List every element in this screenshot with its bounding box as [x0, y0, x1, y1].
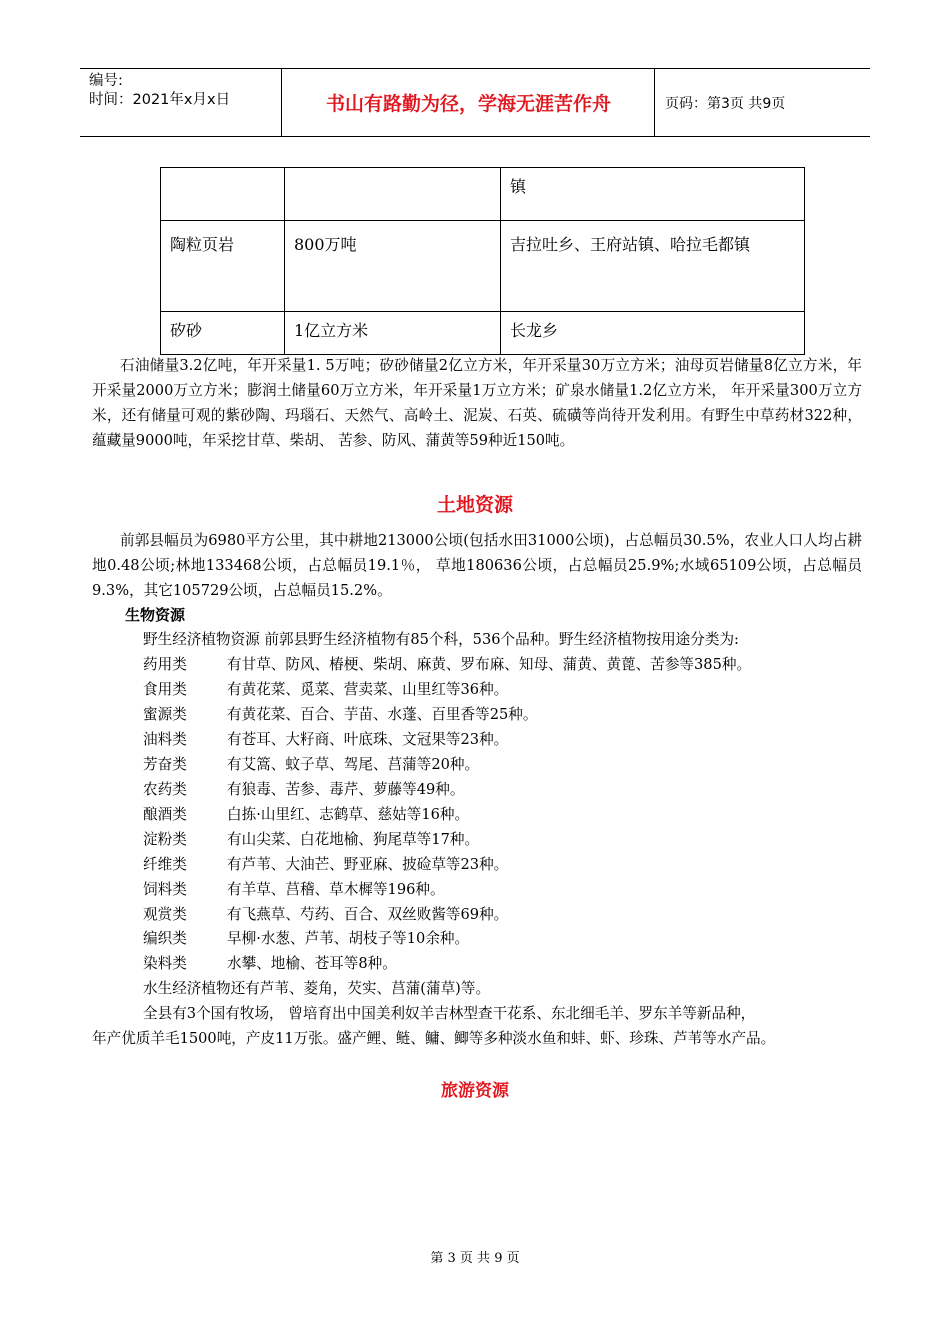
plant-category-desc: 有艾篙、蚊子草、驾尾、莒蒲等20种。: [227, 755, 480, 773]
mineral-reserve-cell: 1亿立方米: [285, 312, 501, 355]
plant-category-name: 食用类: [143, 680, 187, 698]
ranch-line-2: 年产优质羊毛1500吨，产皮11万张。盛产鲤、鲢、鳙、鲫等多种淡水鱼和蚌、虾、珍珠、芦苇等水产品。: [92, 1030, 776, 1047]
mineral-reserve-cell: 800万吨: [285, 221, 501, 312]
plant-category-row: [143, 878, 445, 899]
plant-category-name: 编织类: [143, 930, 187, 948]
header-motto: 书山有路勤为径，学海无涯苦作舟: [283, 69, 655, 136]
plant-category-row: [143, 927, 469, 948]
plant-category-row: [143, 703, 537, 724]
plant-category-row: [143, 753, 479, 774]
plant-category-desc: 有飞燕草、芍药、百合、双丝败酱等69种。: [227, 905, 509, 923]
plant-category-row: [143, 803, 469, 824]
header-meta: [80, 69, 282, 136]
plant-category-row: [143, 828, 479, 849]
mineral-paragraph: 石油储量3.2亿吨，年开采量1. 5万吨；矽砂储量2亿立方米，年开采量30万立方米；油母页岩储量8亿立方米，年开采量2000万立方米；膨润土储量60万立方米，年开采量1万立方米；矿泉水储量1.2亿立方米， 年开采量300万立方米，还有储量可观的紫砂陶、玛瑙石、天然气、高岭土、泥炭、石英、硫磺等尚待开发利用。有野生中草药材322种，蕴藏量9000吨，年采挖甘草、柴胡、 苦参、防风、蒲黄等59种近150吨。: [92, 357, 862, 449]
mineral-table: [160, 167, 805, 355]
plant-category-row: [143, 678, 508, 699]
plant-category-name: 饲料类: [143, 880, 187, 898]
table-row: [161, 312, 805, 355]
plant-category-desc: 有狼毒、苦参、毒芹、萝藤等49种。: [227, 780, 465, 798]
plant-category-name: 观赏类: [143, 905, 187, 923]
land-paragraph: 前郭县幅员为6980平方公里，其中耕地213000公顷(包括水田31000公顷)，占总幅员30.5%，农业人口人均占耕地0.48公顷;林地133468公顷，占总幅员19.1％， 草地180636公顷，占总幅员25.9%;水域65109公顷，占总幅员9.3%，其它105729公顷，占总幅员15.2%。: [92, 532, 862, 599]
plant-category-name: 纤维类: [143, 855, 187, 873]
plant-category-desc: 有黄花菜、百合、芋苗、水蓬、百里香等25种。: [227, 705, 538, 723]
ranch-line-1: 全县有3个国有牧场， 曾培育出中国美利奴羊吉林型查干花系、东北细毛羊、罗东羊等新品种，: [143, 1005, 756, 1022]
plant-category-row: [143, 952, 397, 973]
table-row: [161, 221, 805, 312]
mineral-name-cell: 陶粒页岩: [161, 221, 285, 312]
plant-category-desc: 有羊草、莒稽、草木樨等196种。: [227, 880, 445, 898]
plant-category-name: 农药类: [143, 780, 187, 798]
plant-category-desc: 水攀、地榆、苍耳等8种。: [227, 955, 397, 973]
plant-category-name: 蜜源类: [143, 705, 187, 723]
plant-category-desc: 有苍耳、大籽商、叶底珠、文冠果等23种。: [227, 730, 509, 748]
header-page-number: 页码：第3页 共9页: [665, 95, 786, 112]
plant-category-row: [143, 728, 508, 749]
plant-category-row: [143, 903, 508, 924]
plant-category-name: 芳奋类: [143, 755, 187, 773]
mineral-name-cell: [161, 168, 285, 221]
plant-category-desc: 有山尖菜、白花地榆、狗尾草等17种。: [227, 830, 480, 848]
page-footer: 第 3 页 共 9 页: [430, 1251, 520, 1266]
mineral-location-cell: 吉拉吐乡、王府站镇、哈拉毛都镇: [501, 221, 805, 312]
bio-intro: 野生经济植物资源 前郭县野生经济植物有85个科，536个品种。野生经济植物按用途分类为:: [143, 631, 739, 648]
plant-category-name: 酿酒类: [143, 805, 187, 823]
page-header: [80, 68, 870, 137]
section-title-tourism: 旅游资源: [441, 1081, 509, 1101]
plant-category-name: 药用类: [143, 656, 187, 673]
plant-category-name: 油料类: [143, 730, 187, 748]
section-title-bio: 生物资源: [125, 606, 186, 624]
plant-category-desc: 有黄花菜、觅菜、营卖菜、山里红等36种。: [227, 680, 509, 698]
plant-category-desc: 有甘草、防风、椿梗、柴胡、麻黄、罗布麻、知母、蒲黄、黄蓖、苦参等385种。: [227, 656, 752, 673]
plant-category-name: 淀粉类: [143, 830, 187, 848]
plant-category-row: [143, 653, 751, 674]
mineral-location-cell: 镇: [501, 168, 805, 221]
table-row: [161, 168, 805, 221]
plant-category-row: [143, 778, 464, 799]
plant-category-name: 染料类: [143, 955, 187, 973]
plant-category-row: [143, 853, 508, 874]
aquatic-plants-line: 水生经济植物还有芦苇、菱角，芡实、莒蒲(蒲草)等。: [143, 980, 491, 997]
mineral-name-cell: 矽砂: [161, 312, 285, 355]
plant-category-desc: 白拣·山里红、志鹤草、慈姑等16种。: [227, 805, 470, 823]
mineral-reserve-cell: [285, 168, 501, 221]
code-label: 编号:: [89, 73, 123, 89]
plant-category-desc: 早柳·水葱、芦苇、胡枝子等10余种。: [227, 930, 470, 948]
time-label: 时间：2021年x月x日: [89, 92, 231, 108]
mineral-location-cell: 长龙乡: [501, 312, 805, 355]
plant-category-desc: 有芦苇、大油芒、野亚麻、披硷草等23种。: [227, 855, 509, 873]
section-title-land: 土地资源: [436, 494, 513, 516]
